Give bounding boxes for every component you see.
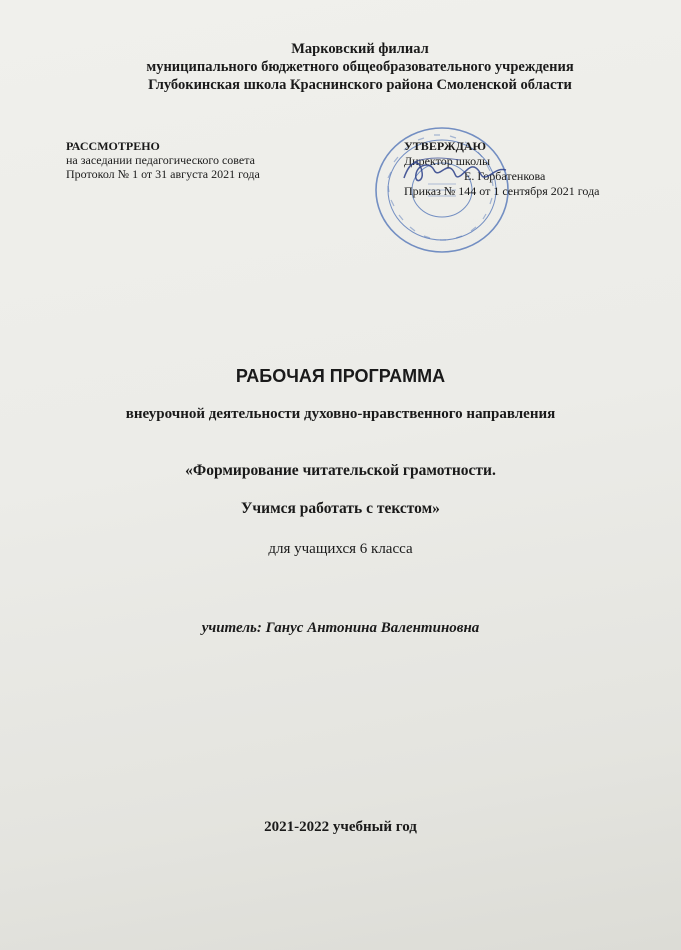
approval-order: Приказ № 144 от 1 сентября 2021 года <box>404 184 600 198</box>
course-line-2: Учимся работать с текстом» <box>241 500 440 517</box>
course-name <box>0 452 681 528</box>
considered-block <box>66 139 260 181</box>
approved-caption: УТВЕРЖДАЮ <box>404 139 487 153</box>
director-signer: Е. Горбатенкова <box>464 169 546 183</box>
considered-line-2: Протокол № 1 от 31 августа 2021 года <box>66 167 260 181</box>
institution-header <box>100 40 620 94</box>
document-title: РАБОЧАЯ ПРОГРАММА <box>235 366 446 386</box>
header-line-1: Марковский филиал <box>291 41 429 57</box>
course-line-1: «Формирование читательской грамотности. <box>185 462 496 479</box>
header-line-3: Глубокинская школа Краснинского района Смоленской области <box>148 77 572 93</box>
considered-caption: РАССМОТРЕНО <box>66 139 160 153</box>
academic-year: 2021-2022 учебный год <box>264 819 417 835</box>
director-position: Директор школы <box>404 154 491 168</box>
teacher-line: учитель: Ганус Антонина Валентиновна <box>201 620 480 636</box>
document-subtitle: внеурочной деятельности духовно-нравственного направления <box>125 406 556 422</box>
director-signature <box>400 150 510 190</box>
header-line-2: муниципального бюджетного общеобразовательного учреждения <box>146 59 574 75</box>
grade-line: для учащихся 6 класса <box>268 541 413 557</box>
considered-line-1: на заседании педагогического совета <box>66 153 255 167</box>
